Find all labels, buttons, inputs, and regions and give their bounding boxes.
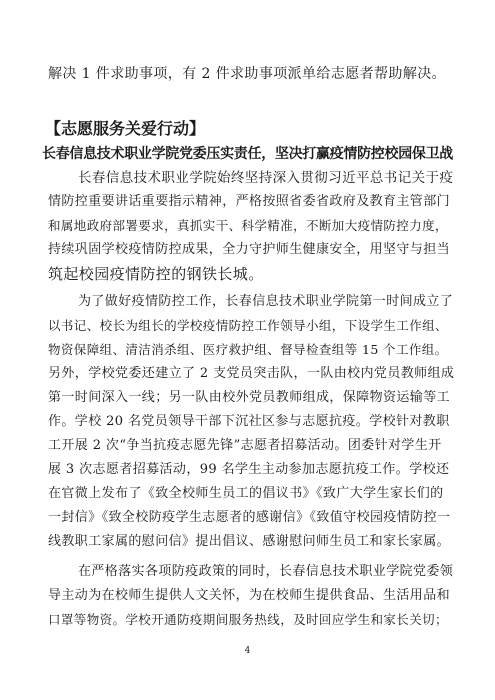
- paragraph-line: 工开展 2 次“争当抗疫志愿先锋”志愿者招募活动。团委针对学生开: [48, 438, 442, 453]
- paragraph-line: 展 3 次志愿者招募活动，99 名学生主动参加志愿抗疫工作。学校还: [48, 462, 450, 477]
- article-title: 长春信息技术职业学院党委压实责任，坚决打赢疫情防控校园保卫战: [42, 146, 453, 162]
- paragraph-line: 第一时间深入一线；另一队由校外党员教师组成，保障物资运输等工: [48, 390, 451, 405]
- section-title: 【志愿服务关爱行动】: [45, 119, 206, 138]
- paragraph-line: 持续巩固学校疫情防控成果，全力守护师生健康安全，用坚守与担当: [48, 242, 451, 257]
- paragraph-line: 长春信息技术职业学院始终坚持深入贯彻习近平总书记关于疫: [78, 170, 454, 186]
- paragraph-line: 另外，学校党委还建立了 2 支党员突击队，一队由校内党员教师组成: [48, 366, 455, 381]
- paragraph-line: 导主动为在校师生提供人文关怀，为在校师生提供食品、生活用品和: [48, 588, 451, 603]
- paragraph-line: 和属地政府部署要求，真抓实干、科学精准，不断加大疫情防控力度，: [48, 218, 448, 233]
- paragraph-line: 作。学校 20 名党员领导干部下沉社区参与志愿抗疫。学校针对教职: [48, 414, 450, 429]
- paragraph-line: 线教职工家属的慰问信》提出倡议、感谢慰问师生员工和家长家属。: [48, 534, 451, 549]
- paragraph-line: 口罩等物资。学校开通防疫期间服务热线，及时回应学生和家长关切；: [48, 612, 448, 627]
- page-number: 4: [244, 646, 251, 656]
- paragraph-line: 为了做好疫情防控工作，长春信息技术职业学院第一时间成立了: [78, 294, 454, 309]
- paragraph-line: 情防控重要讲话重要指示精神，严格按照省委省政府及教育主管部门: [48, 194, 451, 209]
- paragraph-line: 筑起校园疫情防控的钢铁长城。: [48, 265, 264, 283]
- paragraph-line: 在严格落实各项防疫政策的同时，长春信息技术职业学院党委领: [78, 564, 454, 579]
- paragraph-line: 在官微上发布了《致全校师生员工的倡议书》《致广大学生家长们的: [48, 486, 444, 501]
- paragraph-line: 一封信》《致全校防疫学生志愿者的感谢信》《致值守校园疫情防控一: [48, 510, 451, 525]
- intro-line: 解决 1 件求助事项，有 2 件求助事项派单给志愿者帮助解决。: [48, 66, 447, 82]
- paragraph-line: 物资保障组、清洁消杀组、医疗救护组、督导检查组等 15 个工作组。: [48, 342, 448, 357]
- paragraph-line: 以书记、校长为组长的学校疫情防控工作领导小组，下设学生工作组、: [48, 318, 448, 333]
